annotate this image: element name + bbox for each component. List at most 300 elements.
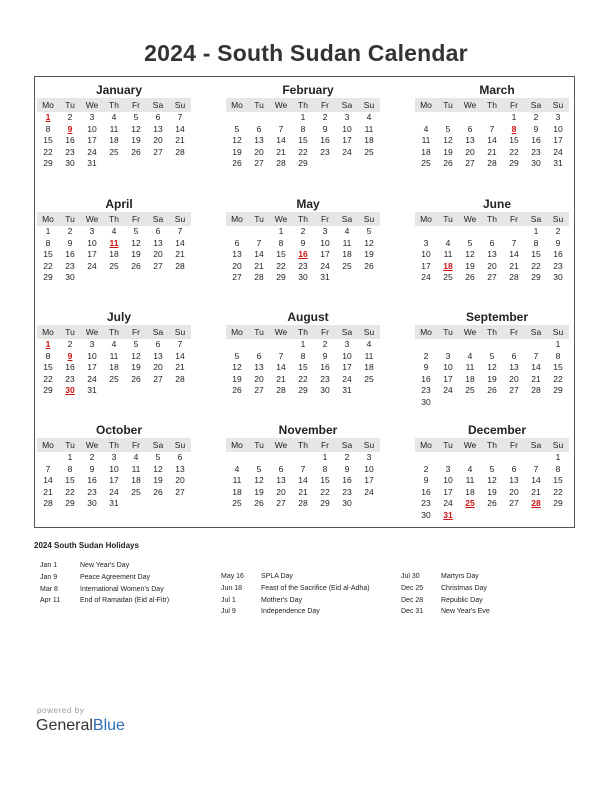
empty-cell — [547, 510, 569, 522]
weekday-label: Mo — [42, 214, 54, 224]
day-cell: 3 — [89, 112, 95, 122]
day-cell: 4 — [234, 463, 240, 474]
holiday-column — [40, 560, 169, 607]
day-cell: 23 — [65, 260, 75, 271]
day-cell: 19 — [443, 146, 453, 157]
day-cell: 4 — [344, 226, 350, 236]
holiday-item — [221, 583, 370, 595]
day-cell: 21 — [175, 135, 185, 145]
weekday-label: Mo — [231, 214, 243, 224]
empty-cell — [226, 226, 248, 238]
empty-cell — [525, 452, 547, 464]
weekday-label: We — [274, 440, 288, 450]
day-cell: 20 — [232, 260, 242, 271]
day-cell: 16 — [87, 475, 97, 485]
day-cell: 8 — [45, 237, 51, 248]
day-cell: 11 — [109, 123, 119, 134]
weekday-label: Tu — [254, 100, 264, 110]
day-cell: 24 — [421, 272, 431, 282]
day-cell: 26 — [254, 498, 264, 508]
empty-cell — [481, 112, 503, 124]
month-april — [37, 197, 191, 284]
weekday-header — [415, 438, 569, 452]
day-cell: 30 — [421, 509, 431, 520]
empty-cell — [103, 158, 125, 170]
day-cell: 23 — [342, 486, 352, 497]
day-cell: 27 — [487, 272, 497, 282]
weekday-label: Fr — [320, 327, 330, 337]
day-cell: 6 — [511, 463, 517, 474]
empty-cell — [169, 385, 191, 397]
month-february — [226, 83, 380, 170]
weekday-label: Sa — [152, 100, 164, 110]
day-cell: 29 — [43, 158, 53, 168]
empty-cell — [270, 112, 292, 124]
day-cell: 1 — [533, 226, 539, 236]
week-row — [37, 487, 191, 499]
day-cell: 7 — [511, 237, 517, 248]
day-cell: 25 — [109, 373, 119, 384]
weekday-label: Fr — [320, 440, 330, 450]
day-cell: 17 — [443, 373, 453, 384]
day-cell: 10 — [443, 362, 453, 372]
day-cell: 14 — [175, 350, 185, 361]
empty-cell — [459, 112, 481, 124]
week-row — [37, 249, 191, 261]
empty-cell — [437, 112, 459, 124]
brand-logo[interactable] — [36, 717, 125, 735]
week-row — [37, 464, 191, 476]
week-row — [226, 147, 380, 159]
day-cell: 21 — [43, 486, 53, 497]
weekday-label: Th — [298, 100, 308, 110]
day-cell: 16 — [421, 486, 431, 497]
day-cell: 2 — [67, 112, 73, 122]
day-cell: 2 — [533, 112, 539, 122]
week-row — [226, 124, 380, 136]
holiday-date: Jul 1 — [221, 596, 236, 604]
weekday-label: Th — [298, 327, 308, 337]
day-cell: 30 — [65, 272, 75, 282]
weekday-label: Th — [298, 440, 308, 450]
week-row — [415, 452, 569, 464]
week-row — [226, 261, 380, 273]
week-row — [226, 226, 380, 238]
holiday-item — [401, 595, 490, 607]
empty-cell — [169, 498, 191, 510]
day-cell: 15 — [298, 135, 308, 145]
day-cell: 2 — [344, 452, 350, 462]
day-cell: 20 — [153, 135, 163, 145]
holiday-date: Jan 1 — [40, 562, 58, 569]
weekday-label: We — [85, 214, 99, 224]
day-cell: 5 — [133, 226, 139, 236]
day-cell: 9 — [67, 237, 73, 248]
empty-cell — [169, 158, 191, 170]
day-cell: 3 — [366, 452, 372, 462]
day-cell: 21 — [487, 146, 497, 157]
weekday-label: Th — [487, 327, 497, 337]
day-cell: 14 — [276, 135, 286, 145]
empty-cell — [503, 339, 525, 351]
day-cell: 14 — [487, 135, 497, 145]
holiday-name: SPLA Day — [261, 573, 293, 580]
day-cell: 1 — [45, 339, 51, 349]
day-cell: 18 — [109, 362, 119, 372]
weekday-label: Sa — [341, 100, 353, 110]
holiday-name: International Women's Day — [80, 585, 164, 593]
day-cell: 18 — [465, 486, 475, 497]
day-cell: 13 — [254, 135, 264, 145]
week-row — [226, 362, 380, 374]
day-cell: 23 — [421, 498, 431, 508]
empty-cell — [125, 272, 147, 284]
weekday-label: Su — [363, 100, 375, 110]
weekday-label: We — [274, 100, 288, 110]
weekday-label: Mo — [42, 440, 54, 450]
day-cell: 11 — [109, 237, 119, 248]
weekday-header — [415, 98, 569, 112]
holiday-name: Independence Day — [261, 608, 320, 616]
weekday-label: Fr — [509, 100, 519, 110]
day-cell: 24 — [87, 146, 97, 157]
empty-cell — [437, 339, 459, 351]
day-cell: 18 — [364, 362, 374, 372]
day-cell: 25 — [109, 260, 119, 271]
empty-cell — [503, 452, 525, 464]
month-name: June — [482, 197, 511, 211]
day-cell: 13 — [175, 463, 185, 474]
weekday-label: Mo — [420, 440, 432, 450]
day-cell: 3 — [89, 339, 95, 349]
week-row — [37, 385, 191, 397]
day-cell: 16 — [531, 135, 541, 145]
day-cell: 28 — [276, 158, 286, 168]
day-cell: 27 — [254, 158, 264, 168]
holiday-name: Christmas Day — [441, 584, 487, 592]
week-row — [415, 374, 569, 386]
month-name: May — [296, 197, 320, 211]
day-cell: 11 — [465, 475, 475, 485]
day-cell: 27 — [175, 486, 185, 497]
holiday-item — [40, 560, 169, 572]
empty-cell — [358, 498, 380, 510]
brand-name-part1: General — [36, 717, 93, 734]
day-cell: 2 — [322, 112, 328, 122]
day-cell: 10 — [87, 123, 97, 134]
day-cell: 11 — [364, 123, 374, 134]
day-cell: 31 — [320, 272, 330, 282]
day-cell: 8 — [45, 350, 51, 361]
day-cell: 10 — [87, 350, 97, 361]
week-row — [415, 487, 569, 499]
empty-cell — [336, 158, 358, 170]
holiday-date: Dec 25 — [401, 584, 424, 592]
weekday-label: Sa — [530, 214, 542, 224]
day-cell: 7 — [300, 463, 306, 474]
day-cell: 27 — [254, 385, 264, 395]
weekday-label: Th — [109, 440, 119, 450]
week-row — [415, 464, 569, 476]
day-cell: 7 — [533, 463, 539, 474]
weekday-label: We — [274, 214, 288, 224]
day-cell: 6 — [489, 237, 495, 248]
day-cell: 20 — [175, 475, 185, 485]
week-row — [37, 135, 191, 147]
empty-cell — [459, 510, 481, 522]
day-cell: 14 — [254, 249, 264, 259]
day-cell: 19 — [131, 362, 141, 372]
day-cell: 10 — [109, 463, 119, 474]
day-cell: 29 — [553, 498, 563, 508]
day-cell: 15 — [509, 135, 519, 145]
week-row — [415, 124, 569, 136]
empty-cell — [336, 272, 358, 284]
day-cell: 23 — [298, 260, 308, 271]
empty-cell — [503, 510, 525, 522]
weekday-label: We — [85, 327, 99, 337]
week-row — [37, 238, 191, 250]
weekday-label: Th — [487, 100, 497, 110]
day-cell: 5 — [489, 463, 495, 474]
week-row — [415, 510, 569, 522]
empty-cell — [525, 397, 547, 409]
empty-cell — [547, 397, 569, 409]
day-cell: 3 — [445, 463, 451, 474]
weekday-label: Sa — [152, 327, 164, 337]
empty-cell — [437, 226, 459, 238]
day-cell: 28 — [254, 272, 264, 282]
day-cell: 10 — [320, 237, 330, 248]
weekday-label: Su — [174, 214, 186, 224]
month-november — [226, 423, 380, 510]
empty-cell — [103, 272, 125, 284]
empty-cell — [270, 339, 292, 351]
week-row — [226, 452, 380, 464]
day-cell: 19 — [487, 373, 497, 384]
weekday-label: Su — [552, 214, 564, 224]
weekday-label: We — [274, 327, 288, 337]
day-cell: 15 — [276, 249, 286, 259]
day-cell: 19 — [364, 249, 374, 259]
weekday-label: Fr — [131, 214, 141, 224]
day-cell: 5 — [366, 226, 372, 236]
week-row — [37, 147, 191, 159]
month-name: April — [105, 197, 133, 211]
day-cell: 29 — [531, 272, 541, 282]
day-cell: 17 — [87, 135, 97, 145]
day-cell: 3 — [322, 226, 328, 236]
holidays-title: 2024 South Sudan Holidays — [34, 541, 139, 550]
week-row — [226, 238, 380, 250]
day-cell: 22 — [65, 486, 75, 497]
weekday-label: Tu — [443, 327, 453, 337]
day-cell: 19 — [465, 260, 475, 271]
day-cell: 14 — [531, 475, 541, 485]
empty-cell — [481, 226, 503, 238]
empty-cell — [437, 397, 459, 409]
week-row — [415, 261, 569, 273]
month-name: August — [287, 310, 329, 324]
day-cell: 21 — [298, 486, 308, 497]
day-cell: 7 — [45, 463, 51, 474]
day-cell: 30 — [65, 385, 75, 395]
day-cell: 17 — [443, 486, 453, 497]
weekday-label: Su — [552, 327, 564, 337]
empty-cell — [248, 226, 270, 238]
empty-cell — [248, 112, 270, 124]
holiday-item — [401, 606, 490, 618]
day-cell: 22 — [531, 260, 541, 271]
empty-cell — [147, 385, 169, 397]
week-row — [226, 112, 380, 124]
week-row — [37, 261, 191, 273]
week-row — [37, 112, 191, 124]
day-cell: 3 — [111, 452, 117, 462]
holiday-name: Martyrs Day — [441, 573, 479, 580]
weekday-header — [226, 438, 380, 452]
weekday-label: Th — [109, 214, 119, 224]
day-cell: 7 — [177, 339, 183, 349]
day-cell: 11 — [364, 350, 374, 361]
day-cell: 21 — [509, 260, 519, 271]
day-cell: 22 — [298, 146, 308, 157]
weekday-header — [226, 98, 380, 112]
day-cell: 9 — [533, 123, 539, 134]
day-cell: 1 — [322, 452, 328, 462]
day-cell: 28 — [509, 272, 519, 282]
weekday-label: Su — [552, 100, 564, 110]
weekday-label: Tu — [65, 327, 75, 337]
day-cell: 11 — [465, 362, 475, 372]
weekday-header — [226, 212, 380, 226]
week-row — [37, 351, 191, 363]
day-cell: 13 — [232, 249, 242, 259]
empty-cell — [459, 226, 481, 238]
weekday-label: Su — [174, 440, 186, 450]
day-cell: 29 — [320, 498, 330, 508]
day-cell: 12 — [232, 135, 242, 145]
day-cell: 17 — [342, 135, 352, 145]
day-cell: 16 — [298, 249, 308, 259]
day-cell: 22 — [43, 373, 53, 384]
month-august — [226, 310, 380, 397]
day-cell: 27 — [509, 498, 519, 508]
week-row — [37, 374, 191, 386]
day-cell: 8 — [555, 463, 561, 474]
day-cell: 31 — [87, 158, 97, 168]
day-cell: 12 — [254, 475, 264, 485]
day-cell: 4 — [111, 226, 117, 236]
day-cell: 13 — [254, 362, 264, 372]
weekday-label: Fr — [131, 440, 141, 450]
day-cell: 16 — [65, 249, 75, 259]
day-cell: 25 — [131, 486, 141, 497]
month-june — [415, 197, 569, 284]
month-july — [37, 310, 191, 397]
day-cell: 18 — [364, 135, 374, 145]
day-cell: 27 — [509, 385, 519, 395]
day-cell: 19 — [487, 486, 497, 497]
day-cell: 30 — [320, 385, 330, 395]
day-cell: 12 — [487, 362, 497, 372]
weekday-label: Sa — [530, 327, 542, 337]
weekday-label: Su — [552, 440, 564, 450]
day-cell: 22 — [553, 486, 563, 497]
empty-cell — [437, 452, 459, 464]
holiday-column — [401, 571, 490, 618]
day-cell: 12 — [131, 237, 141, 248]
week-row — [415, 112, 569, 124]
day-cell: 12 — [131, 123, 141, 134]
day-cell: 1 — [555, 452, 561, 462]
day-cell: 7 — [256, 237, 262, 248]
week-row — [415, 238, 569, 250]
weekday-label: Mo — [420, 214, 432, 224]
week-row — [415, 339, 569, 351]
day-cell: 27 — [153, 260, 163, 271]
day-cell: 24 — [87, 260, 97, 271]
day-cell: 4 — [366, 339, 372, 349]
day-cell: 22 — [43, 146, 53, 157]
weekday-header — [37, 325, 191, 339]
week-row — [226, 464, 380, 476]
empty-cell — [481, 339, 503, 351]
day-cell: 14 — [175, 237, 185, 248]
month-may — [226, 197, 380, 284]
day-cell: 28 — [276, 385, 286, 395]
day-cell: 2 — [67, 339, 73, 349]
day-cell: 4 — [111, 339, 117, 349]
day-cell: 18 — [109, 249, 119, 259]
weekday-header — [415, 325, 569, 339]
day-cell: 9 — [423, 475, 429, 485]
day-cell: 25 — [465, 498, 475, 508]
day-cell: 1 — [278, 226, 284, 236]
day-cell: 11 — [232, 475, 242, 485]
powered-by-text: powered by — [37, 706, 85, 715]
holiday-item — [40, 572, 169, 584]
day-cell: 9 — [423, 362, 429, 372]
day-cell: 24 — [87, 373, 97, 384]
day-cell: 4 — [467, 350, 473, 361]
day-cell: 6 — [278, 463, 284, 474]
week-row — [415, 351, 569, 363]
day-cell: 11 — [443, 249, 453, 259]
weekday-label: Su — [363, 327, 375, 337]
day-cell: 2 — [555, 226, 561, 236]
day-cell: 17 — [553, 135, 563, 145]
holiday-item — [40, 584, 169, 596]
day-cell: 25 — [109, 146, 119, 157]
day-cell: 30 — [342, 498, 352, 508]
holiday-name: Republic Day — [441, 596, 483, 604]
weekday-label: Tu — [254, 214, 264, 224]
empty-cell — [415, 226, 437, 238]
day-cell: 22 — [43, 260, 53, 271]
day-cell: 29 — [298, 385, 308, 395]
day-cell: 12 — [232, 362, 242, 372]
weekday-label: Mo — [231, 327, 243, 337]
day-cell: 26 — [443, 158, 453, 168]
day-cell: 6 — [256, 350, 262, 361]
week-row — [37, 498, 191, 510]
day-cell: 23 — [531, 146, 541, 157]
week-row — [415, 475, 569, 487]
month-name: October — [95, 423, 142, 437]
empty-cell — [525, 339, 547, 351]
weekday-label: Tu — [65, 214, 75, 224]
